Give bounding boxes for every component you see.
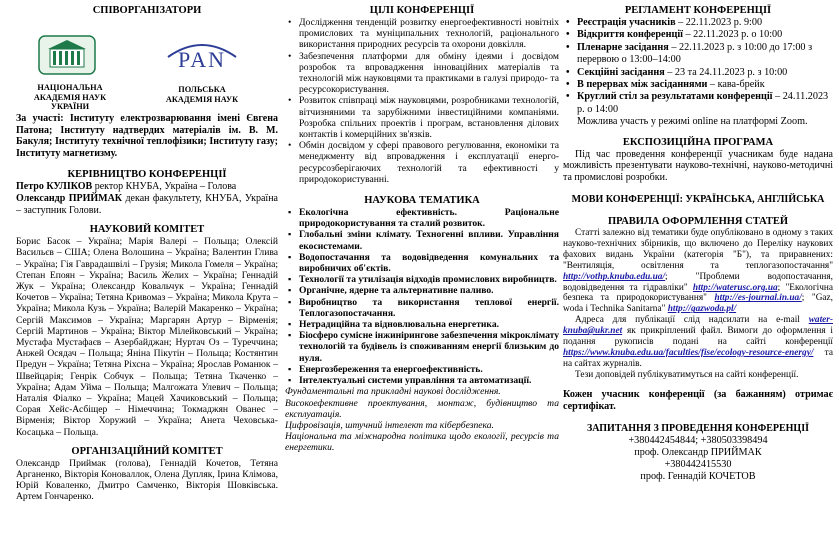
pan-caption: ПОЛЬСЬКА АКАДЕМІЯ НАУК	[165, 85, 239, 104]
goals-title: ЦІЛІ КОНФЕРЕНЦІЇ	[369, 5, 475, 16]
link-waterusc[interactable]: http://waterusc.org.ua	[692, 282, 778, 293]
schedule-item: • Секційні засідання – 23 та 24.11.2023 р. з 10:00	[577, 67, 833, 79]
contacts-title: ЗАПИТАННЯ З ПРОВЕДЕННЯ КОНФЕРЕНЦІЇ	[587, 422, 809, 434]
email-link[interactable]: water-knuba@ukr.net	[563, 315, 833, 337]
goals-list	[285, 17, 559, 185]
schedule-item: • Реєстрація учасників – 22.11.2023 р. 9:00	[577, 17, 833, 29]
leader-2-name: Олександр ПРИЙМАК	[16, 192, 123, 204]
participation-text: За участі: Інституту електрозварювання імені Євгена Патона; Інституту надтвердих матеріалів ім. В. М. Бакуля; Інституту технічної теплофізики; Інституту газу; Інституту магнетизму.	[16, 113, 278, 159]
org-committee-title: ОРГАНІЗАЦІЙНИЙ КОМІТЕТ	[71, 445, 223, 457]
goal-item: • Розвиток співпраці між науковцями, розробниками технологій, вітчизняними та зарубіжними інвестиційними компаніями. Розробка спільних проектів і програм, встановлення ділових контактів і комерційних зв'язків.	[299, 95, 559, 140]
svg-text:PAN: PAN	[178, 47, 226, 71]
topic-item: ▪ Інтелектуальні системи управління та автоматизації.	[299, 375, 559, 386]
leader-2	[16, 193, 278, 216]
italic-topic: Національна та міжнародна політика щодо екології, ресурсів та енергетики.	[285, 431, 559, 454]
topic-item: ▪ Нетрадиційна та відновлювальна енергетика.	[299, 319, 559, 330]
leader-1-role: ректор КНУБА, Україна – Голова	[92, 181, 237, 193]
link-gazwoda[interactable]: http://gazwoda.pl/	[667, 304, 737, 315]
topic-item: ▪ Енергозбереження та енергоефективність.	[299, 364, 559, 375]
middle-column	[285, 0, 559, 546]
schedule-item: • В перервах між засіданнями – кава-брейк	[577, 79, 833, 91]
link-conference-site[interactable]: https://www.knuba.edu.ua/faculties/fise/ecology-resource-energy/	[563, 348, 814, 359]
left-column	[16, 0, 278, 546]
italic-topic: Фундаментальні та прикладні наукові дослідження.	[285, 386, 501, 398]
logos-block	[16, 17, 278, 113]
rules-text: Статті залежно від тематики буде опубліковано в одному з таких науково-технічних збірників, що включено до Переліку наукових фахових видань України (категорія "Б"), та приравнених: "Вентиляція, освітлення та теплогазопостачання" http://vothp.knuba.edu.ua/; "Проблеми водопостачання, водовідведення та гідравліки" http://waterusc.org.ua; "Екологічна безпека та природокористування" http://es-journal.in.ua/; "Gaz, woda i Technika Sanitarna" http://gazwoda.pl/	[563, 228, 833, 315]
nas-ukraine-caption: НАЦІОНАЛЬНА АКАДЕМІЯ НАУК УКРАЇНИ	[33, 83, 107, 111]
org-committee-list: Олександр Приймак (голова), Геннадій Кочетов, Тетяна Арганенко, Вікторія Коноваллок, Олена Дупляк, Ірина Клімова, Юрій Коваленко, Дмитро Самченко, Вікторія Шовківська. Артем Гончаренко.	[16, 457, 278, 503]
coorganizers-title: СПІВОРГАНІЗАТОРИ	[92, 5, 202, 16]
contact-line: +380442415530	[664, 458, 732, 470]
italic-topic: Високоефективне проектування, монтаж, будівництво та експлуатація.	[285, 397, 559, 420]
topic-item: ▪ Біосфеpo сумісне інжинірингове забезпечення мікроклімату технологій та будівель із споживанням енергії близьким до нуля.	[299, 330, 559, 364]
expo-text: Під час проведення конференції учасникам буде надана можливість презентувати науково-технічні, науково-методичні та промислові розробки.	[563, 148, 833, 184]
online-note: Можлива участь у режимі online на платформі Zoom.	[577, 116, 808, 128]
link-es-journal[interactable]: http://es-journal.in.ua/	[714, 293, 802, 304]
abstracts-note: Тези доповідей публікуватимуться на сайті конференції.	[575, 369, 799, 380]
pan-logo	[162, 37, 242, 71]
contact-line: проф. Олександр ПРИЙМАК	[634, 446, 762, 458]
topics-list	[285, 207, 559, 386]
link-vothp[interactable]: http://vothp.knuba.edu.ua/	[563, 271, 666, 282]
scientific-committee-title: НАУКОВИЙ КОМІТЕТ	[89, 224, 205, 236]
schedule-item: • Відкриття конференції – 22.11.2023 р. о 10:00	[577, 29, 833, 41]
leader-1-name: Петро КУЛІКОВ	[16, 181, 93, 193]
rules-title: ПРАВИЛА ОФОРМЛЕННЯ СТАТЕЙ	[607, 216, 789, 228]
topic-item: ▪ Водопостачання та водовідведення комунальних та виробничих об'єктів.	[299, 252, 559, 274]
leader-1	[16, 181, 278, 193]
contact-line: проф. Геннадій КОЧЕТОВ	[640, 470, 756, 482]
topic-item: ▪ Органічне, ядерне та альтернативне паливо.	[299, 285, 559, 296]
scientific-committee-list: Борис Басок – Україна; Марія Валері – Польща; Олексій Васильєв – США; Олена Волошина – Україна; Валентин Глива – Україна; Гія Гаврадашвілі – Грузія; Микола Гомеля – Україна; Степан Епоян – Україна; Василь Желих – Україна; Геннадій Жук – Україна; Олександр Ковальчук – Україна; Геннадій Кочетов – Україна; Тетяна Кривомаз – Україна; Микола Крута – Україна; Микола Кузь – Україна; Валерій Макаренко – Україна; Сергій Максимов – Україна; Маргарян Артур – Вірменія; Сергій Мартинов – Україна; Віктор Мілейковський – Україна; Мустафа Мустафаєв – Азербайджан; Нуртач Оз – Туреччина; Анжей Осядач – Польща; Яніна Пікутін – Польща; Костянтин Предун – Україна; Тетяна Ріхсна – Україна; Ярослав Романюк – Швейцарія; Генрік Собчук – Польща; Тетяна Ткаченко – Україна; Адам Уйма – Польща; Малгожата Улевич – Польща; Наталія Фіалко – Україна; Мацей Хачиковський – Польща; Сорая Хейс-Асбіщер – Німеччина; Токмаджян Ованес – Вірменія; Віктор Хоружий – Україна; Анета Чеховська-Косацька – Польща.	[16, 236, 278, 438]
topics-title: НАУКОВА ТЕМАТИКА	[364, 195, 480, 207]
goal-item: • Забезпечення платформи для обміну ідеями і досвідом розробок та впровадження інноваційних матеріалів та технологій між науковцями та практиками в галузі природо- та ресурсокористування.	[299, 51, 559, 96]
schedule-title: РЕГЛАМЕНТ КОНФЕРЕНЦІЇ	[624, 5, 772, 16]
topic-item: ▪ Глобальні зміни клімату. Техногенні впливи. Управління екосистемами.	[299, 229, 559, 251]
schedule-item: • Пленарне засідання – 22.11.2023 р. з 10:00 до 17:00 з перервою о 13:00–14:00	[577, 42, 833, 67]
topic-item: ▪ Екологічна ефективність. Раціональне природокористування та сталий розвиток.	[299, 207, 559, 229]
goal-item: • Дослідження тенденцій розвитку енергоефективності новітніх промислових та муніципальних технологій, раціонального використання природних ресурсів та охорони довкілля.	[299, 17, 559, 51]
topic-item: ▪ Технології та утилізація відходів промислових виробництв.	[299, 274, 559, 285]
goal-item: • Обмін досвідом у сфері правового регулювання, економіки та менеджменту від впровадження і експлуатації енерго- ресурсозберігаючих технологій та ефективності у природокористуванні.	[299, 140, 559, 185]
expo-title: ЕКСПОЗИЦІЙНА ПРОГРАМА	[622, 136, 774, 148]
certificate-note: Кожен учасник конференції (за бажанням) отримає сертифікат.	[563, 388, 833, 412]
leader-2-role: декан факультету, КНУБА, Україна – заступник Голови.	[16, 192, 278, 216]
topic-item: ▪ Виробництво та використання теплової енергії. Теплогазопостачання.	[299, 297, 559, 319]
right-column	[563, 0, 833, 546]
languages-title: МОВИ КОНФЕРЕНЦІЇ: УКРАЇНСЬКА, АНГЛІЙСЬКА	[571, 194, 825, 206]
italic-topic: Цифровізація, штучний інтелект та кібербезпека.	[285, 419, 494, 431]
leadership-title: КЕРІВНИЦТВО КОНФЕРЕНЦІЇ	[67, 169, 227, 181]
contact-line: +380442454844; +380503398494	[628, 434, 768, 446]
schedule-item: • Круглий стіл за результатами конференції – 24.11.2023 р. о 14:00	[577, 91, 833, 116]
nas-ukraine-logo	[38, 35, 96, 75]
submission-text: Адреса для публікації слід надсилати на e-mail water-knuba@ukr.net як прикріплений файл. Вимоги до оформлення і подання рукописів подані на сайті конференції https://www.knuba.edu.ua/faculties/fise/ecology-resource-energy/ та на сайтах журналів.	[563, 315, 833, 369]
schedule-list	[563, 17, 833, 116]
